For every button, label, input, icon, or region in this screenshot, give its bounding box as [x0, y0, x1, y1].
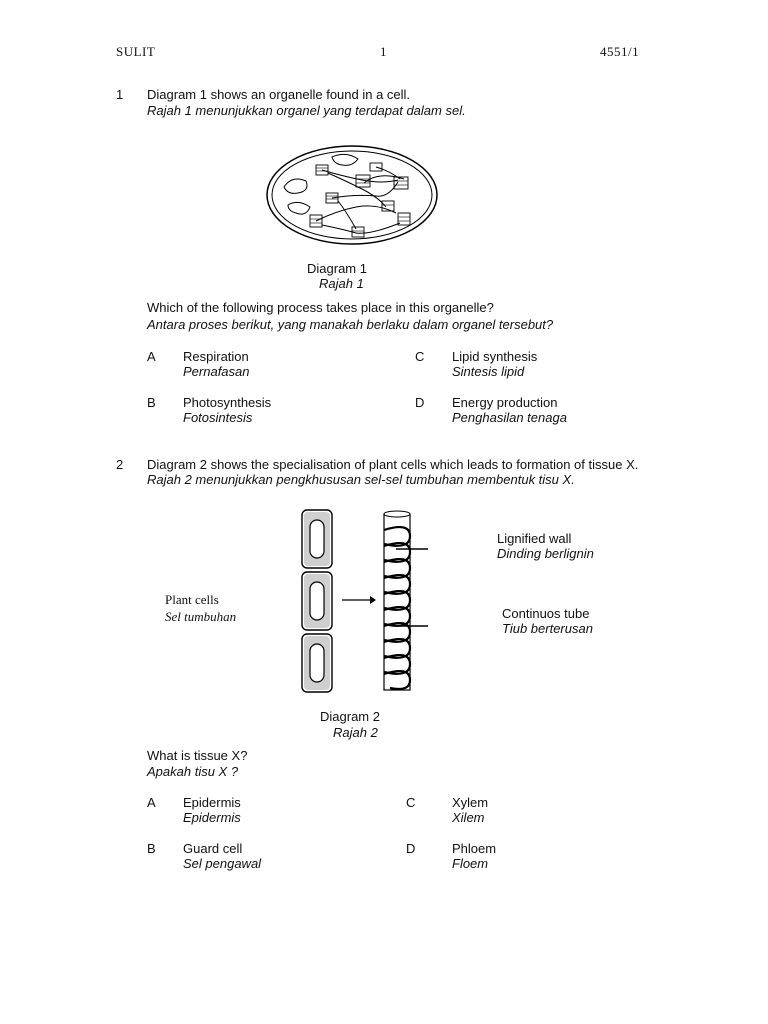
continuous-tube-label-ms: Tiub berterusan [502, 621, 593, 636]
q1-number: 1 [116, 87, 124, 102]
q1-option-letter: D [415, 395, 425, 410]
q2-option-letter: D [406, 841, 416, 856]
lignified-wall-label-ms: Dinding berlignin [497, 546, 594, 561]
q1-question-en: Which of the following process takes place in this organelle? [147, 300, 494, 315]
q1-question-ms: Antara proses berikut, yang manakah berlaku dalam organel tersebut? [147, 317, 554, 332]
q1-option-c-en: Lipid synthesis [452, 349, 538, 364]
q1-option-b-ms: Fotosintesis [183, 410, 253, 425]
q1-option-letter: C [415, 349, 425, 364]
q2-caption-en: Diagram 2 [320, 709, 380, 724]
q1-option-a-en: Respiration [183, 349, 249, 364]
q1-stem-en: Diagram 1 shows an organelle found in a cell. [147, 87, 411, 102]
continuous-tube-label-en: Continuos tube [502, 606, 590, 621]
q2-number: 2 [116, 457, 124, 472]
q2-option-letter: B [147, 841, 156, 856]
q2-question-en: What is tissue X? [147, 748, 248, 763]
q2-stem-ms: Rajah 2 menunjukkan pengkhususan sel-sel tumbuhan membentuk tisu X. [147, 472, 575, 487]
header-left: SULIT [116, 44, 156, 59]
q2-option-letter: C [406, 795, 416, 810]
q2-option-a-en: Epidermis [183, 795, 241, 810]
q1-option-c-ms: Sintesis lipid [452, 364, 525, 379]
q2-caption-ms: Rajah 2 [333, 725, 378, 740]
q2-option-b-en: Guard cell [183, 841, 243, 856]
q1-caption-ms: Rajah 1 [319, 276, 364, 291]
q2-option-b-ms: Sel pengawal [183, 856, 262, 871]
q2-option-letter: A [147, 795, 156, 810]
q1-option-b-en: Photosynthesis [183, 395, 272, 410]
plant-cells-label-ms: Sel tumbuhan [165, 609, 237, 624]
q1-option-d-en: Energy production [452, 395, 558, 410]
q2-question-ms: Apakah tisu X ? [147, 764, 239, 779]
q2-option-d-ms: Floem [452, 856, 489, 871]
q1-option-letter: A [147, 349, 156, 364]
q2-stem-en: Diagram 2 shows the specialisation of plant cells which leads to formation of tissue X. [147, 457, 639, 472]
q1-caption-en: Diagram 1 [307, 261, 367, 276]
page-number: 1 [380, 44, 387, 59]
plant-cells-diagram [300, 508, 430, 694]
plant-cells-label-en: Plant cells [165, 592, 219, 607]
q2-option-c-en: Xylem [452, 795, 489, 810]
chloroplast-diagram [266, 145, 438, 245]
q1-option-letter: B [147, 395, 156, 410]
q2-option-c-ms: Xilem [452, 810, 485, 825]
header-right: 4551/1 [600, 44, 640, 59]
q2-option-d-en: Phloem [452, 841, 497, 856]
q2-option-a-ms: Epidermis [183, 810, 241, 825]
q1-option-a-ms: Pernafasan [183, 364, 250, 379]
q1-stem-ms: Rajah 1 menunjukkan organel yang terdapat dalam sel. [147, 103, 466, 118]
q1-option-d-ms: Penghasilan tenaga [452, 410, 567, 425]
lignified-wall-label-en: Lignified wall [497, 531, 572, 546]
